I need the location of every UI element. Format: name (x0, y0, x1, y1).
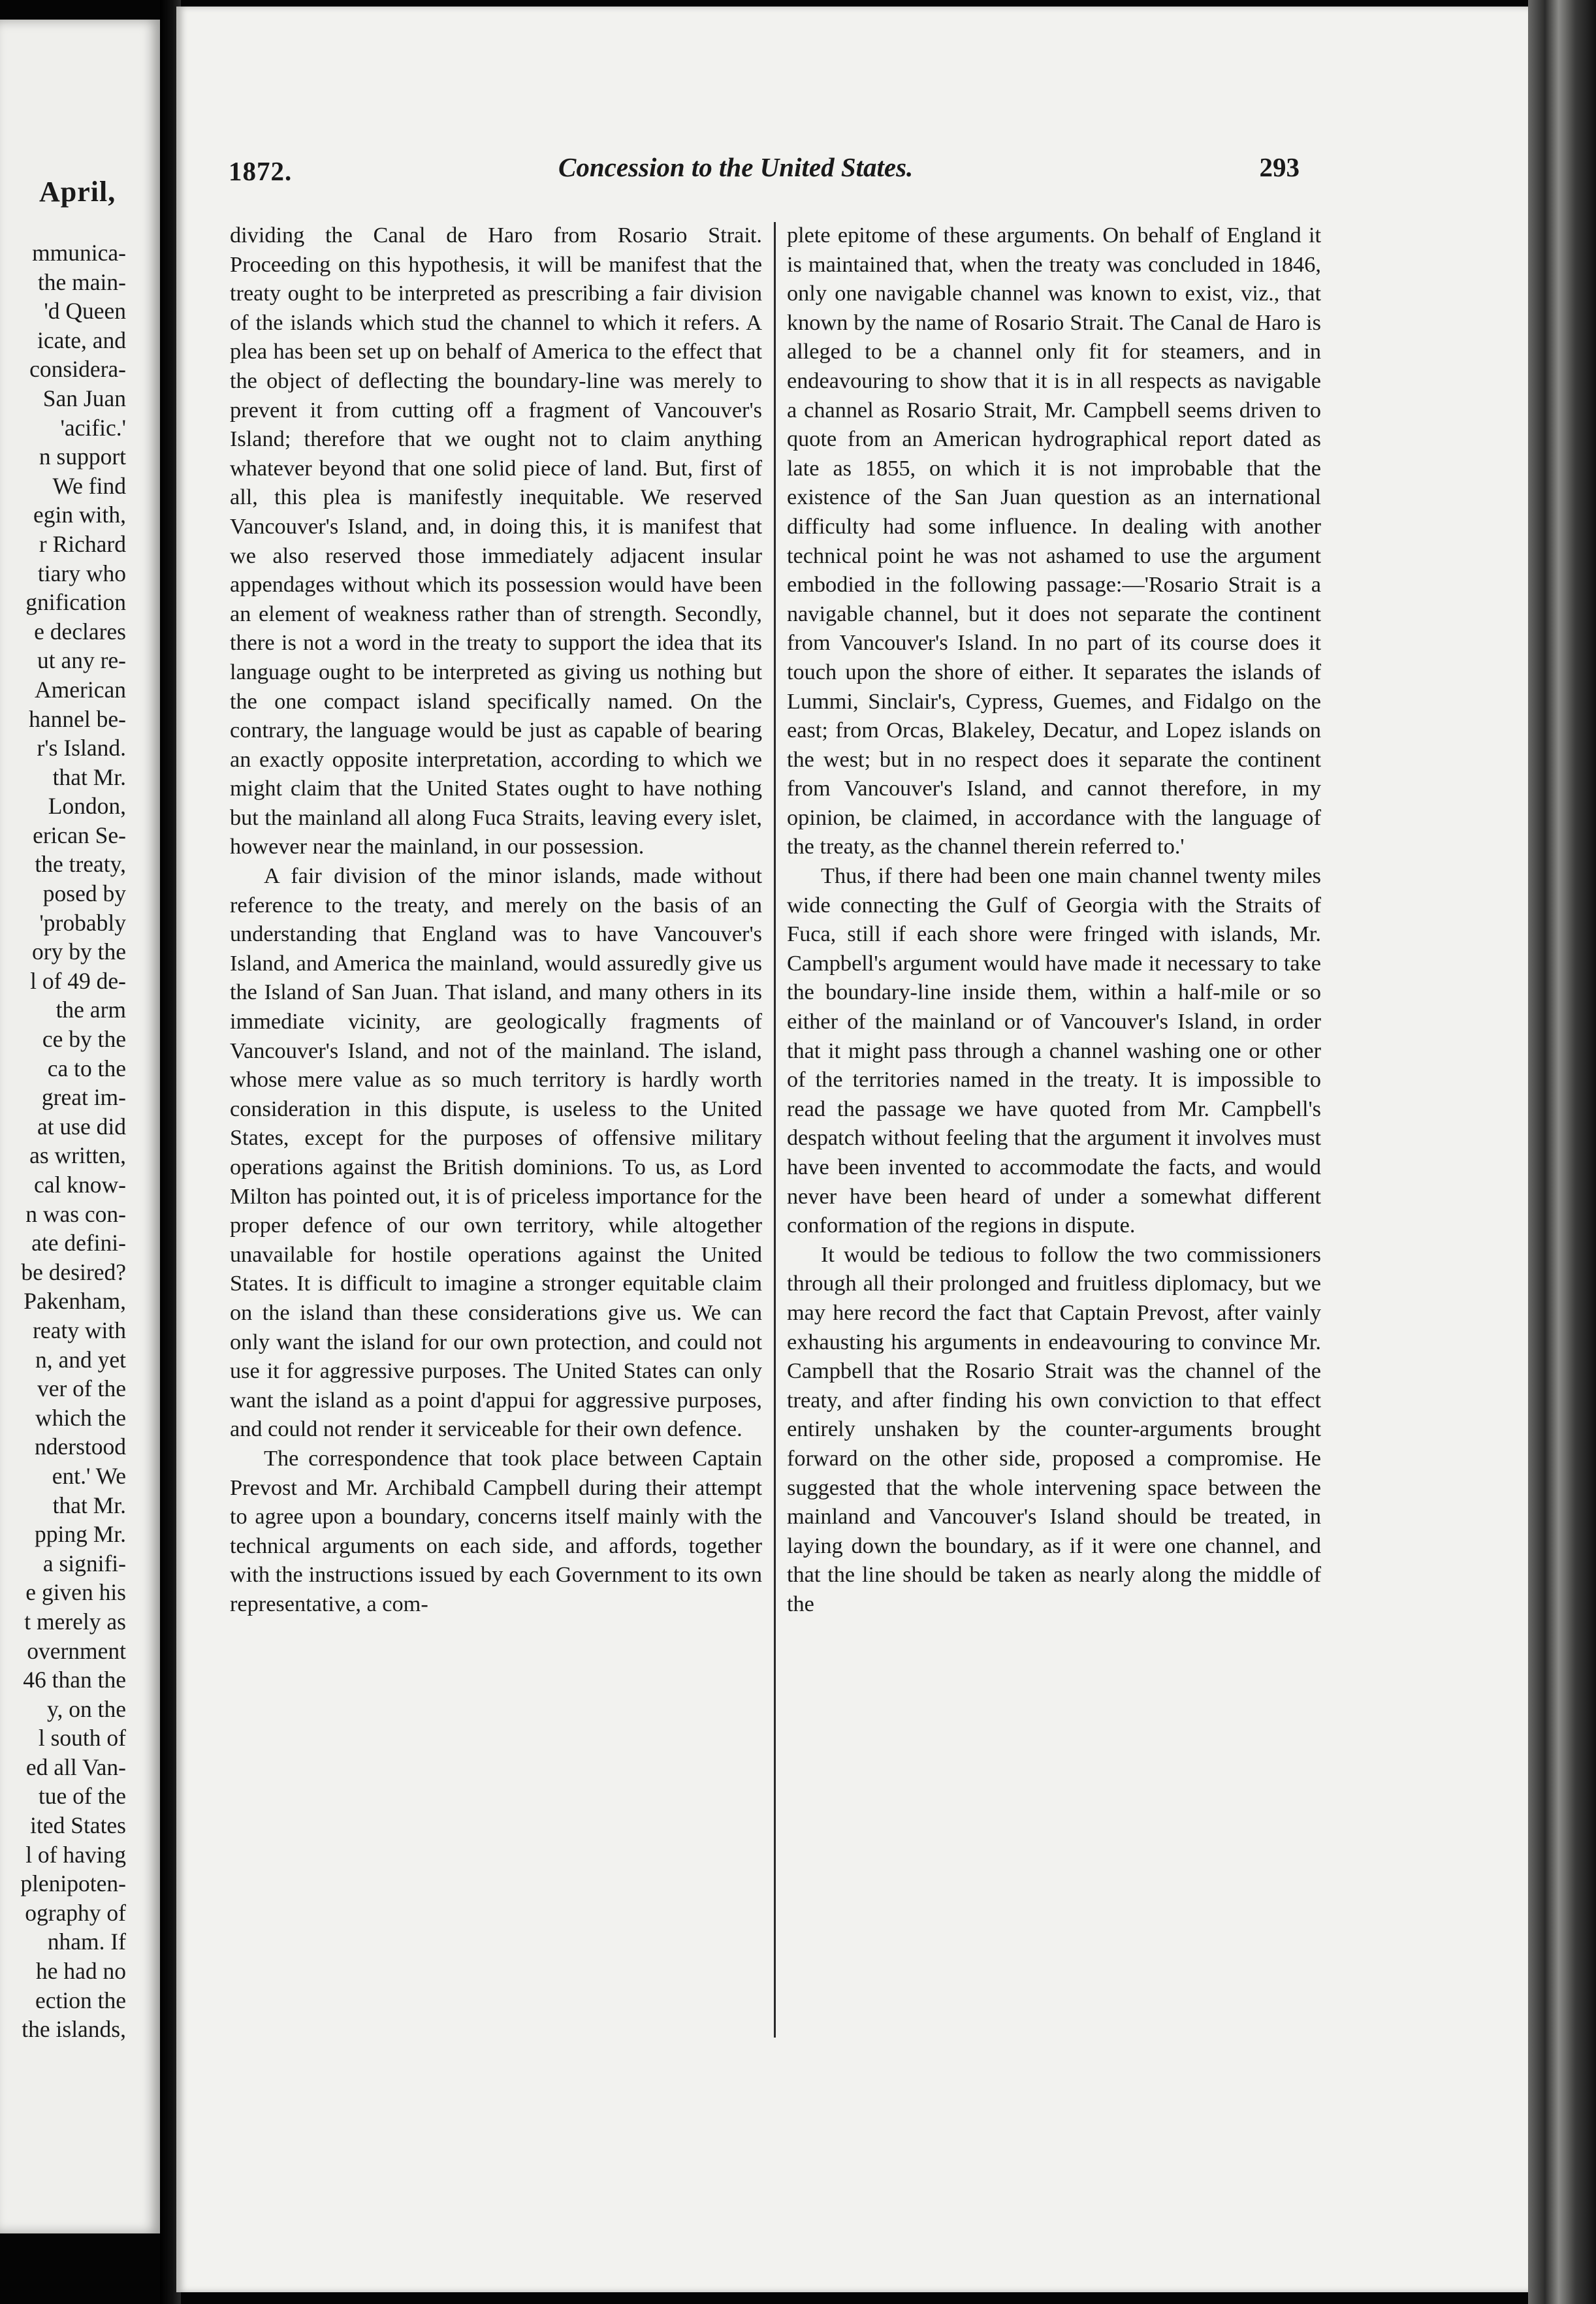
left-page-text (0, 238, 126, 2044)
left-page-line: ce by the (42, 1026, 126, 1053)
left-page-line: overnment (27, 1637, 126, 1664)
column-divider (774, 222, 776, 2038)
left-page-line: 'probably (39, 909, 126, 936)
left-page-line: r's Island. (37, 735, 126, 761)
left-page-line: which the (35, 1404, 126, 1431)
left-page-line: London, (48, 793, 126, 820)
left-page-line: pping Mr. (34, 1521, 126, 1548)
left-page-line: plenipoten- (20, 1870, 126, 1897)
left-page-line: hannel be- (29, 705, 126, 732)
left-page-line: the treaty, (35, 851, 126, 878)
left-page-line: ography of (25, 1899, 126, 1926)
paragraph: The correspondence that took place between Captain Prevost and Mr. Archibald Campbell during their attempt to agree upon a boundary, concerns itself mainly with the technical arguments on each side, and affords, together with the instructions issued by each Government to its own representative, a com- (230, 1445, 762, 1616)
page-title: Concession to the United States. (558, 152, 914, 182)
paragraph: plete epitome of these arguments. On behalf of England it is maintained that, when the treaty was concluded in 1846, only one navigable channel was known to exist, viz., that known by the name of Rosario Strait. The Canal de Haro is alleged to be a channel only fit for steamers, and in endeavouring to show that it is in all respects as navigable a channel as Rosario Strait, Mr. Campbell seems driven to quote from an American hydrographical report dated as late as 1855, on which it is not improbable that the existence of the San Juan question as an international difficulty had some influence. In dealing with another technical point he was not ashamed to use the argument embodied in the following passage:—'Rosario Strait is a navigable channel, but it does not separate the continent from Vancouver's Island. In no part of its course does it touch upon the shore of either. It separates the islands of Lummi, Sinclair's, Cypress, Guemes, and Fidalgo on the east; from Orcas, Blakeley, Decatur, and Lopez islands on the west; but in no respect does it separate the continent from Vancouver's Island, and cannot therefore, in my opinion, be claimed, in accordance with the language of the treaty, as the channel therein referred to.' (787, 223, 1321, 859)
left-page-line: tiary who (37, 560, 126, 586)
left-page-line: he had no (35, 1958, 126, 1985)
left-page-line: l south of (38, 1725, 126, 1752)
left-page-line: e given his (25, 1579, 126, 1606)
left-page-line: cal know- (34, 1172, 126, 1198)
left-page-line: at use did (37, 1113, 126, 1140)
left-page-line: icate, and (37, 327, 126, 353)
left-page-line: We find (52, 472, 126, 499)
text-column-2 (787, 221, 1321, 1619)
left-page-line: American (35, 676, 126, 703)
left-page-line: ut any re- (37, 647, 126, 674)
left-page-line: as written, (29, 1142, 126, 1169)
left-page-line: y, on the (47, 1695, 126, 1722)
left-page-line: reaty with (33, 1317, 126, 1343)
left-page-line: ca to the (47, 1055, 126, 1081)
left-page-line: San Juan (42, 385, 126, 411)
left-page-line: Pakenham, (24, 1288, 126, 1315)
page-number: 293 (1259, 152, 1300, 182)
text-column-1 (230, 221, 762, 1619)
left-page-header: April, (39, 176, 116, 208)
left-page-line: tue of the (38, 1783, 126, 1810)
left-page-line: that Mr. (52, 763, 126, 790)
left-page-line: n was con- (25, 1200, 126, 1227)
left-page-line: ent.' We (52, 1462, 126, 1489)
running-head (229, 152, 1300, 191)
left-page-line: the main- (37, 268, 126, 295)
left-page-line: n support (39, 443, 126, 470)
left-page-line: erican Se- (33, 822, 126, 848)
left-page-line: e declares (34, 618, 126, 645)
left-page-line: l of having (25, 1841, 126, 1868)
page-edge (1528, 0, 1596, 2304)
paragraph: Thus, if there had been one main channel twenty miles wide connecting the Gulf of Georgia with the Straits of Fuca, still if each shore were fringed with islands, Mr. Campbell's argument would have made it necessary to take the boundary-line inside them, within a half-mile or so either of the mainland or of Vancouver's Island, in order that it might pass through a channel washing one or other of the territories named in the treaty. It is impossible to read the passage we have quoted from Mr. Campbell's despatch without feeling that the argument it involves must have been invented to accommodate the facts, and would never have been heard of under a somewhat different conformation of the regions in dispute. (787, 863, 1321, 1238)
left-page-line: nderstood (34, 1433, 126, 1460)
left-page-line: the islands, (22, 2016, 126, 2043)
left-page-line: posed by (42, 880, 126, 907)
left-page-line: ection the (35, 1987, 126, 2013)
paragraph: A fair division of the minor islands, made without reference to the treaty, and merely on the basis of an understanding that England was to have Vancouver's Island, and America the mainland, would assuredly give us the Island of San Juan. That island, and many others in its immediate vicinity, are geologically fragments of Vancouver's Island, and not of the mainland. The island, whose mere value as so much territory is hardly worth consideration in this dispute, is useless to the United States, except for the purposes of offensive military operations against the British dominions. To us, as Lord Milton has pointed out, it is of priceless importance for the proper defence of our own territory, while altogether unavailable for hostile operations against the United States. It is difficult to imagine a stronger equitable claim on the island than these considerations give us. We can only want the island for our own protection, and could not use it for aggressive purposes. The United States can only want the island as a point d'appui for aggressive purposes, and could not render it serviceable for their own defence. (230, 863, 762, 1442)
left-page-line: ory by the (32, 938, 126, 965)
left-page-line: ver of the (37, 1375, 126, 1402)
left-page-line: great im- (41, 1084, 126, 1111)
left-page-line: gnification (25, 589, 126, 616)
left-page-line: l of 49 de- (30, 967, 126, 994)
left-page-line: ited States (30, 1812, 126, 1839)
paragraph: dividing the Canal de Haro from Rosario Strait. Proceeding on this hypothesis, it will be manifest that the treaty ought to be interpreted as prescribing a fair division of the islands which stud the channel to which it refers. A plea has been set up on behalf of America to the effect that the object of deflecting the boundary-line was merely to prevent it from cutting off a fragment of Vancouver's Island; therefore that we ought not to claim anything whatever beyond that one solid piece of land. But, first of all, this plea is manifestly inequitable. We reserved Vancouver's Island, and, in doing this, it is manifest that we also reserved those immediately adjacent insular appendages without which its possession would have been an element of weakness rather than of strength. Secondly, there is not a word in the treaty to support the idea that its language ought to be interpreted as giving us nothing but the one compact island specifically named. On the contrary, the language would be just as capable of bearing an exactly opposite interpretation, according to which we might claim that the United States ought to have nothing but the mainland all along Fuca Straits, leaving every islet, however near the mainland, in our possession. (230, 223, 762, 859)
page-year: 1872. (229, 156, 293, 186)
left-page-line: egin with, (33, 502, 126, 528)
left-page-line: r Richard (39, 530, 126, 557)
left-page-line: 'acific.' (60, 414, 126, 441)
left-page-line: mmunica- (32, 240, 126, 266)
left-page-fragment (0, 20, 160, 2233)
left-page-line: nham. If (47, 1928, 126, 1955)
left-page-line: 46 than the (23, 1667, 126, 1693)
left-page-line: the arm (56, 997, 126, 1023)
left-page-line: ed all Van- (25, 1753, 126, 1780)
left-page-line: ate defini- (31, 1230, 126, 1256)
left-page-line: t merely as (24, 1608, 126, 1635)
left-page-line: n, and yet (35, 1346, 126, 1373)
left-page-line: 'd Queen (44, 298, 126, 325)
left-page-line: a signifi- (42, 1550, 126, 1576)
paragraph: It would be tedious to follow the two commissioners through all their prolonged and fruitless diplomacy, but we may here record the fact that Captain Prevost, after vainly exhausting his arguments in endeavouring to convince Mr. Campbell that the Rosario Strait was the channel of the treaty, and after finding his own conviction to that effect entirely unshaken by the counter-arguments brought forward on the other side, proposed a compromise. He suggested that the whole intervening space between the mainland and Vancouver's Island should be treated, in laying down the boundary, as if it were one channel, and that the line should be taken as nearly along the middle of the (787, 1241, 1321, 1616)
left-page-line: that Mr. (52, 1492, 126, 1518)
left-page-line: be desired? (21, 1258, 126, 1285)
left-page-line: considera- (29, 356, 126, 383)
